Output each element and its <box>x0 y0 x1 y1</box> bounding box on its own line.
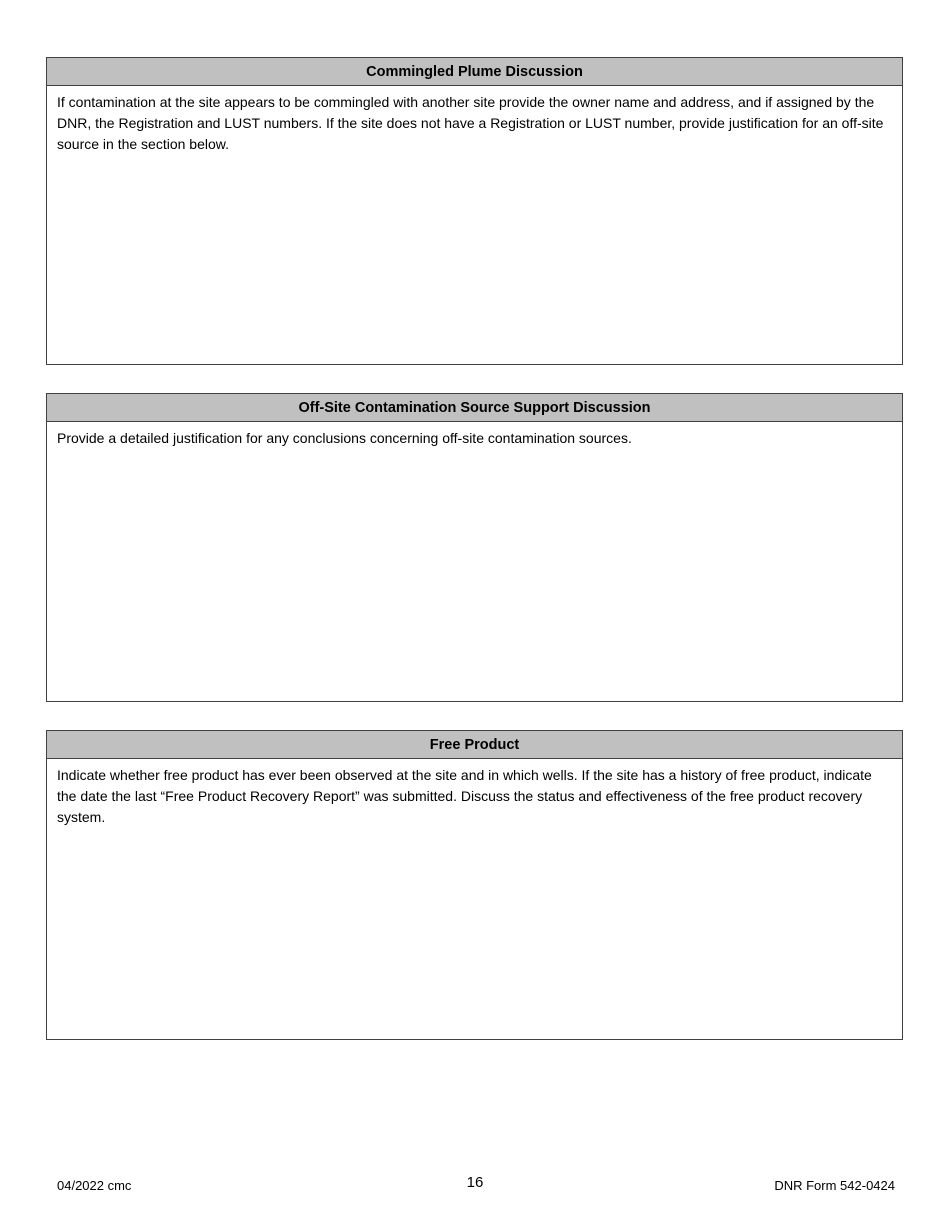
footer-form-number: DNR Form 542-0424 <box>774 1178 895 1193</box>
section-offsite-contamination-source-support-discussion <box>46 393 903 702</box>
offsite-contamination-entry-area[interactable] <box>47 422 902 455</box>
free-product-instructions: Indicate whether free product has ever been observed at the site and in which wells. If the site has a history of free product, indicate the date the last “Free Product Recovery Report” was submitted. Discuss the status and effectiveness of the free product recovery system. <box>57 767 872 825</box>
footer-page-number: 16 <box>466 1174 484 1191</box>
page-footer <box>0 1174 950 1198</box>
section-header-commingled-plume-discussion: Commingled Plume Discussion <box>47 58 902 86</box>
footer-revision-date: 04/2022 cmc <box>57 1178 132 1193</box>
section-header-offsite-contamination-source-support-discussion: Off-Site Contamination Source Support Discussion <box>47 394 902 422</box>
commingled-plume-instructions: If contamination at the site appears to be commingled with another site provide the owner name and address, and if assigned by the DNR, the Registration and LUST numbers. If the site does not have a Registration or LUST number, provide justification for an off-site source in the section below. <box>57 94 884 152</box>
section-header-free-product: Free Product <box>47 731 902 759</box>
section-commingled-plume-discussion <box>46 57 903 365</box>
commingled-plume-entry-area[interactable] <box>47 86 902 161</box>
section-free-product <box>46 730 903 1040</box>
offsite-contamination-instructions: Provide a detailed justification for any conclusions concerning off-site contamination sources. <box>57 430 632 446</box>
free-product-entry-area[interactable] <box>47 759 902 834</box>
